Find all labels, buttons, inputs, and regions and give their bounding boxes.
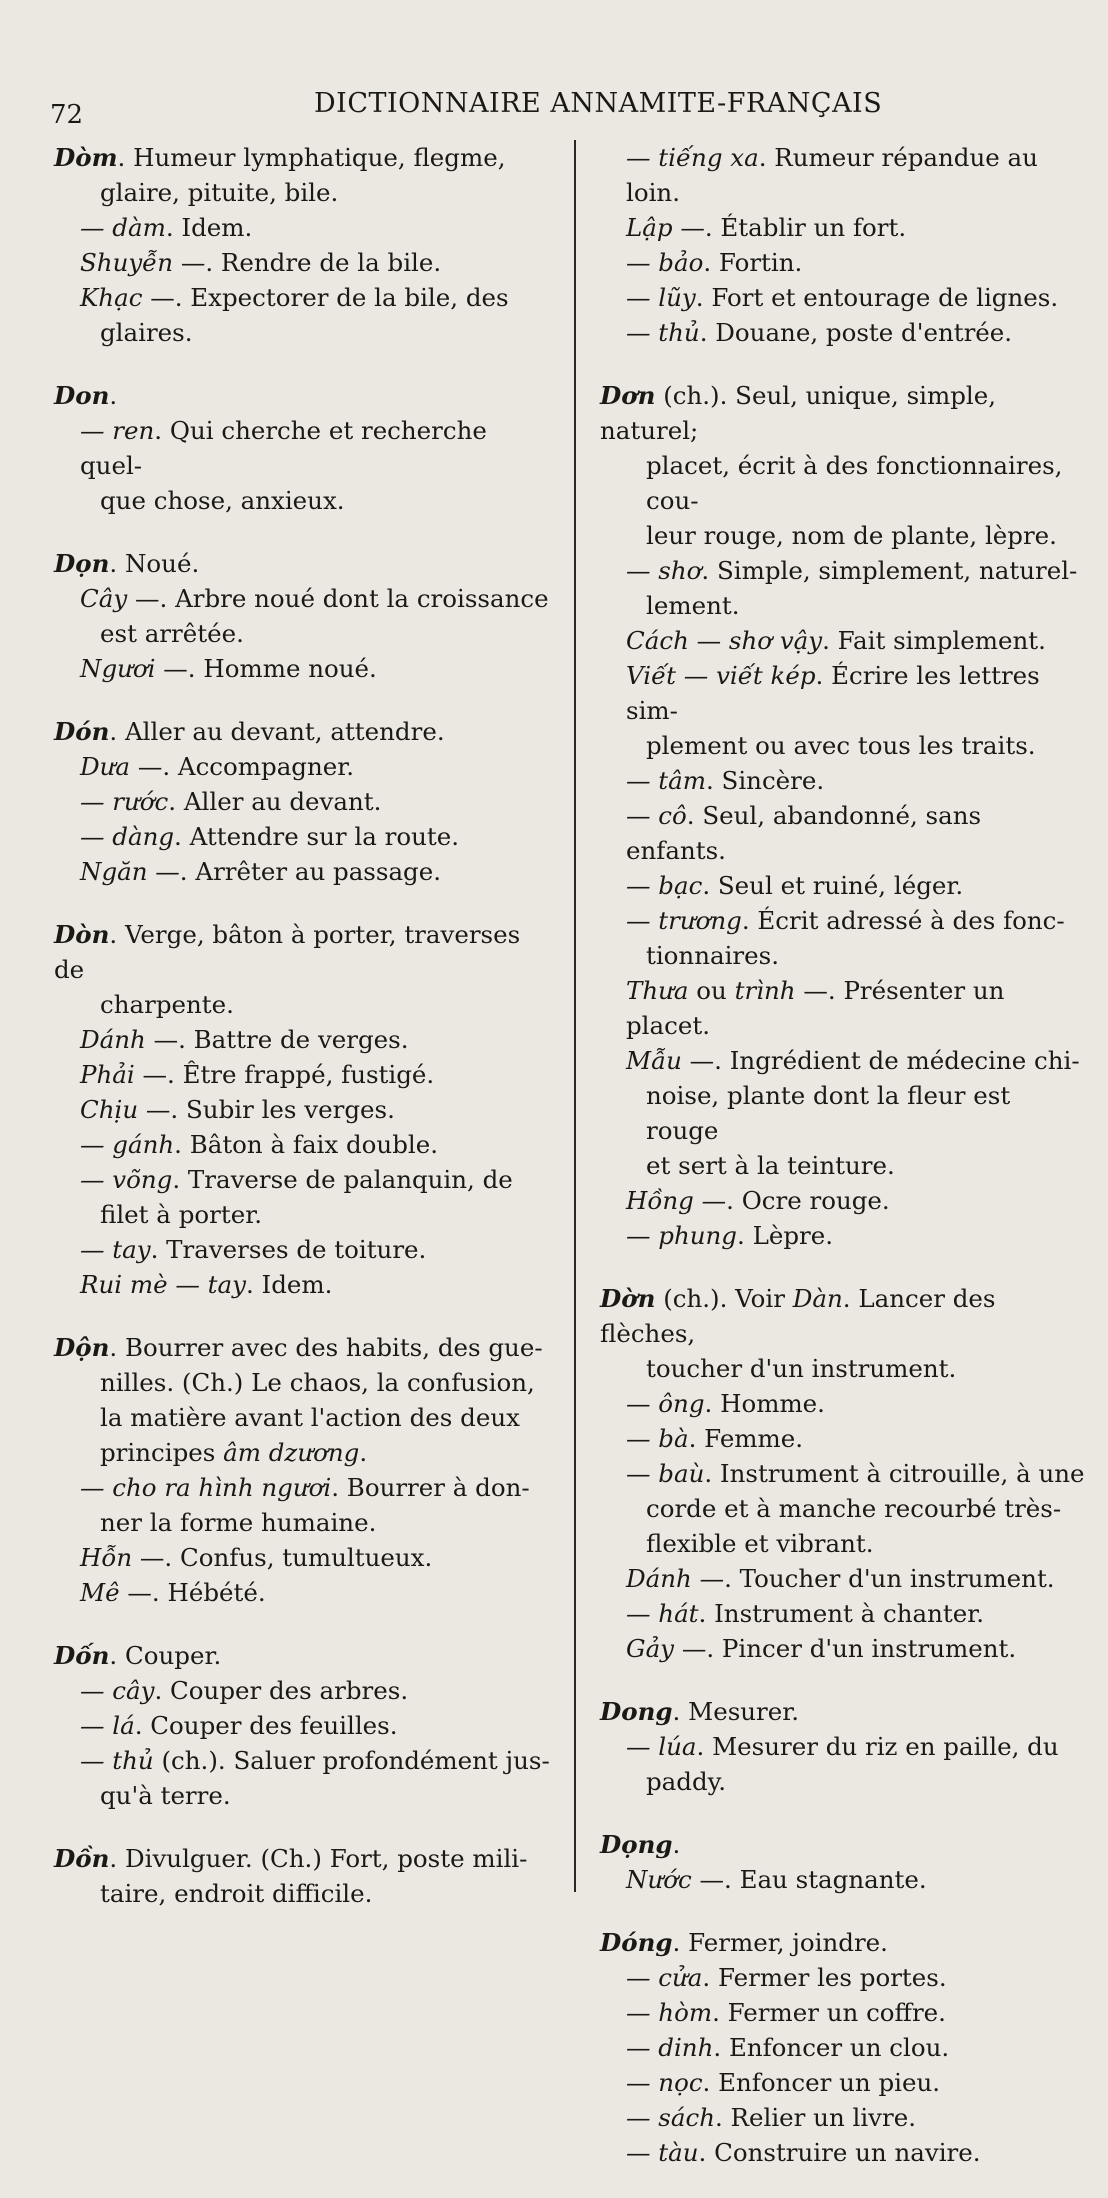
french-gloss: . Noué. (109, 549, 200, 578)
french-gloss: . Couper des arbres. (154, 1676, 409, 1705)
french-gloss: . Aller au devant, attendre. (109, 717, 445, 746)
entry-line (600, 2065, 1085, 2100)
entry-line (54, 1708, 552, 1743)
entry-line (600, 448, 1085, 518)
vietnamese-term: Nước (626, 1865, 692, 1894)
entry-line (600, 588, 1085, 623)
entry-line (54, 280, 552, 315)
entry-line (54, 616, 552, 651)
entry-line (600, 2100, 1085, 2135)
french-gloss: . Fait simplement. (822, 626, 1046, 655)
french-gloss: qu'à terre. (100, 1781, 231, 1810)
vietnamese-term: Lập (626, 213, 673, 242)
vietnamese-term: Rui mè — tay (80, 1270, 246, 1299)
entry-line (600, 763, 1085, 798)
french-gloss: . (109, 381, 118, 410)
french-gloss: . (672, 1830, 681, 1859)
french-gloss: . Verge, bâton à porter, traverses de (54, 920, 521, 984)
entry-line (600, 210, 1085, 245)
entry-line (54, 854, 552, 889)
french-gloss: filet à porter. (100, 1200, 263, 1229)
french-gloss: —. Être frappé, fustigé. (134, 1060, 435, 1089)
french-gloss: la matière avant l'action des deux (100, 1403, 520, 1432)
entry-line (54, 749, 552, 784)
french-gloss: . Divulguer. (Ch.) Fort, poste mili- (109, 1844, 528, 1873)
dictionary-entry (600, 1827, 1085, 1897)
dictionary-entry (54, 714, 552, 889)
entry-line (600, 1729, 1085, 1764)
vietnamese-term: Khạc (80, 283, 143, 312)
vietnamese-term: Dóng (600, 1928, 673, 1957)
entry-line (600, 280, 1085, 315)
entry-line (600, 1631, 1085, 1666)
entry-line (600, 2030, 1085, 2065)
entry-line (600, 518, 1085, 553)
french-gloss: —. Arrêter au passage. (147, 857, 442, 886)
vietnamese-term: — ông (626, 1389, 705, 1418)
entry-line (600, 1183, 1085, 1218)
entry-headword-line (600, 1827, 1085, 1862)
vietnamese-term: — dàm (80, 213, 166, 242)
vietnamese-term: — hòm (626, 1998, 713, 2027)
entry-line (600, 1764, 1085, 1799)
french-gloss: et sert à la teinture. (646, 1151, 895, 1180)
vietnamese-term: Dàn (792, 1284, 843, 1313)
entry-line (600, 868, 1085, 903)
french-gloss: charpente. (100, 990, 234, 1019)
vietnamese-term: — baù (626, 1459, 705, 1488)
entry-line (600, 938, 1085, 973)
vietnamese-term: — dàng (80, 822, 175, 851)
vietnamese-term: Hỗn (80, 1543, 133, 1572)
vietnamese-term: Cách — shơ vậy (626, 626, 823, 655)
entry-line (600, 315, 1085, 350)
entry-line (54, 1162, 552, 1197)
entry-line (600, 1862, 1085, 1897)
entry-line (54, 1673, 552, 1708)
entry-line (600, 1421, 1085, 1456)
french-gloss: (ch.). Voir (655, 1284, 793, 1313)
entry-line (54, 581, 552, 616)
entry-headword-line (54, 1638, 552, 1673)
french-gloss: . Idem. (165, 213, 253, 242)
dictionary-entry (54, 1638, 552, 1813)
french-gloss: . Enfoncer un clou. (713, 2033, 950, 2062)
vietnamese-term: Chịu (80, 1095, 139, 1124)
entry-line (600, 973, 1085, 1043)
vietnamese-term: — cô (626, 801, 687, 830)
vietnamese-term: Dánh (626, 1564, 692, 1593)
entry-headword-line (54, 378, 552, 413)
entry-line (54, 210, 552, 245)
french-gloss: noise, plante dont la fleur est rouge (646, 1081, 1011, 1145)
french-gloss: . Mesurer. (672, 1697, 800, 1726)
vietnamese-term: — tâm (626, 766, 706, 795)
entry-line (600, 1386, 1085, 1421)
french-gloss: —. Eau stagnante. (691, 1865, 927, 1894)
entry-line (600, 1078, 1085, 1148)
entry-headword-line (600, 1925, 1085, 1960)
vietnamese-term: — cửa (626, 1963, 703, 1992)
vietnamese-term: Ngăn (80, 857, 148, 886)
dictionary-entry (600, 1925, 1085, 2170)
vietnamese-term: Dòm (54, 143, 118, 172)
vietnamese-term: Dưa (80, 752, 131, 781)
french-gloss: . Instrument à chanter. (698, 1599, 985, 1628)
entry-headword-line (600, 1694, 1085, 1729)
french-gloss: . Bourrer avec des habits, des gue- (109, 1333, 543, 1362)
entry-line (600, 245, 1085, 280)
entry-headword-line (54, 917, 552, 987)
dictionary-entry (54, 378, 552, 518)
entry-line (54, 1575, 552, 1610)
vietnamese-term: Dờn (600, 1284, 656, 1313)
french-gloss: nilles. (Ch.) Le chaos, la confusion, (100, 1368, 535, 1397)
french-gloss: glaires. (100, 318, 193, 347)
french-gloss: taire, endroit difficile. (100, 1879, 373, 1908)
french-gloss: . Fermer, joindre. (672, 1928, 888, 1957)
dictionary-entry (600, 378, 1085, 1253)
entry-line (54, 1092, 552, 1127)
french-gloss: plement ou avec tous les traits. (646, 731, 1036, 760)
entry-headword-line (54, 714, 552, 749)
french-gloss: lement. (646, 591, 740, 620)
vietnamese-term: — phung (626, 1221, 737, 1250)
vietnamese-term: — lũy (626, 283, 696, 312)
french-gloss: . Femme. (688, 1424, 804, 1453)
french-gloss: . Traverses de toiture. (150, 1235, 427, 1264)
right-column (600, 140, 1085, 2198)
french-gloss: . Homme. (704, 1389, 825, 1418)
french-gloss: . Seul, abandonné, sans enfants. (626, 801, 982, 865)
vietnamese-term: Dong (600, 1697, 673, 1726)
vietnamese-term: Viết — viết kép (626, 661, 816, 690)
french-gloss: . Simple, simplement, naturel- (701, 556, 1078, 585)
vietnamese-term: Don (54, 381, 110, 410)
entry-line (54, 1197, 552, 1232)
french-gloss: (ch.). Seul, unique, simple, naturel; (600, 381, 997, 445)
entry-line (54, 1505, 552, 1540)
entry-line (54, 1540, 552, 1575)
french-gloss: glaire, pituite, bile. (100, 178, 339, 207)
entry-line (600, 1148, 1085, 1183)
french-gloss: paddy. (646, 1767, 727, 1796)
entry-line (54, 1232, 552, 1267)
dictionary-entry (600, 140, 1085, 350)
entry-line (54, 315, 552, 350)
french-gloss: . Douane, poste d'entrée. (699, 318, 1013, 347)
vietnamese-term: Dón (54, 717, 110, 746)
french-gloss: . Aller au devant. (168, 787, 382, 816)
entry-line (54, 784, 552, 819)
vietnamese-term: Dánh (80, 1025, 146, 1054)
vietnamese-term: Gảy (626, 1634, 675, 1663)
dictionary-entry (54, 1330, 552, 1610)
entry-headword-line (54, 1330, 552, 1365)
french-gloss: . Qui cherche et recherche quel- (80, 416, 487, 480)
french-gloss: toucher d'un instrument. (646, 1354, 957, 1383)
french-gloss: —. Pincer d'un instrument. (674, 1634, 1017, 1663)
entry-line (600, 1218, 1085, 1253)
french-gloss: —. Ingrédient de médecine chi- (681, 1046, 1080, 1075)
french-gloss: . Bourrer à don- (331, 1473, 530, 1502)
french-gloss: principes (100, 1438, 224, 1467)
french-gloss: —. Subir les verges. (138, 1095, 395, 1124)
french-gloss: est arrêtée. (100, 619, 244, 648)
entry-line (54, 1400, 552, 1435)
vietnamese-term: Mẫu (626, 1046, 682, 1075)
french-gloss: —. Expectorer de la bile, des (142, 283, 509, 312)
vietnamese-term: — tàu (626, 2138, 699, 2167)
vietnamese-term: Dọn (54, 549, 110, 578)
vietnamese-term: âm dzương (223, 1438, 360, 1467)
french-gloss: —. Hébété. (119, 1578, 266, 1607)
vietnamese-term: Thưa (626, 976, 689, 1005)
vietnamese-term: Hồng (626, 1186, 694, 1215)
vietnamese-term: — lúa (626, 1732, 697, 1761)
vietnamese-term: Cây (80, 584, 128, 613)
entry-line (54, 819, 552, 854)
vietnamese-term: — dinh (626, 2033, 714, 2062)
french-gloss: ou (688, 976, 735, 1005)
french-gloss: . Écrit adressé à des fonc- (741, 906, 1065, 935)
entry-headword-line (54, 140, 552, 175)
french-gloss: corde et à manche recourbé très- (646, 1494, 1062, 1523)
vietnamese-term: Shuyễn (80, 248, 174, 277)
vietnamese-term: — cho ra hình ngươi (80, 1473, 332, 1502)
entry-line (54, 1743, 552, 1778)
entry-line (54, 1127, 552, 1162)
vietnamese-term: — bạc (626, 871, 703, 900)
vietnamese-term: Phải (80, 1060, 135, 1089)
entry-line (54, 651, 552, 686)
vietnamese-term: Mê (80, 1578, 120, 1607)
french-gloss: placet, écrit à des fonctionnaires, cou- (646, 451, 1063, 515)
entry-line (54, 1876, 552, 1911)
vietnamese-term: — gánh (80, 1130, 175, 1159)
entry-line (600, 1526, 1085, 1561)
french-gloss: . (359, 1438, 368, 1467)
entry-line (600, 1456, 1085, 1491)
entry-line (600, 1596, 1085, 1631)
entry-line (54, 987, 552, 1022)
vietnamese-term: — tay (80, 1235, 151, 1264)
vietnamese-term: — thủ (626, 318, 700, 347)
entry-line (600, 728, 1085, 763)
french-gloss: . Bâton à faix double. (174, 1130, 439, 1159)
entry-line (54, 1267, 552, 1302)
french-gloss: . Humeur lymphatique, flegme, (117, 143, 506, 172)
vietnamese-term: — shơ (626, 556, 702, 585)
french-gloss: ner la forme humaine. (100, 1508, 377, 1537)
entry-headword-line (54, 546, 552, 581)
vietnamese-term: trình (734, 976, 796, 1005)
entry-line (600, 1561, 1085, 1596)
vietnamese-term: Ngươi (80, 654, 156, 683)
dictionary-entry (600, 1694, 1085, 1799)
entry-line (600, 798, 1085, 868)
left-column (54, 140, 552, 1939)
french-gloss: —. Présenter un placet. (626, 976, 1005, 1040)
french-gloss: . Seul et ruiné, léger. (702, 871, 964, 900)
entry-line (600, 1960, 1085, 1995)
french-gloss: —. Homme noué. (155, 654, 377, 683)
french-gloss: . Idem. (245, 1270, 333, 1299)
french-gloss: . Fermer les portes. (702, 1963, 947, 1992)
french-gloss: . Couper. (109, 1641, 222, 1670)
entry-line (600, 1995, 1085, 2030)
french-gloss: . Instrument à citrouille, à une (704, 1459, 1085, 1488)
french-gloss: —. Accompagner. (130, 752, 355, 781)
french-gloss: . Lancer des flèches, (600, 1284, 996, 1348)
entry-line (54, 1057, 552, 1092)
dictionary-entry (54, 917, 552, 1302)
french-gloss: tionnaires. (646, 941, 780, 970)
french-gloss: leur rouge, nom de plante, lèpre. (646, 521, 1057, 550)
vietnamese-term: — hát (626, 1599, 699, 1628)
vietnamese-term: Dồn (54, 1844, 110, 1873)
vietnamese-term: — trương (626, 906, 742, 935)
entry-headword-line (54, 1841, 552, 1876)
entry-line (54, 175, 552, 210)
entry-line (54, 1022, 552, 1057)
french-gloss: —. Battre de verges. (145, 1025, 409, 1054)
entry-line (54, 1365, 552, 1400)
entry-line (600, 553, 1085, 588)
french-gloss: —. Rendre de la bile. (173, 248, 442, 277)
running-head-title: DICTIONNAIRE ANNAMITE-FRANÇAIS (314, 88, 883, 119)
vietnamese-term: — rước (80, 787, 169, 816)
vietnamese-term: — lá (80, 1711, 135, 1740)
vietnamese-term: Dốn (54, 1641, 110, 1670)
entry-line (600, 903, 1085, 938)
french-gloss: —. Confus, tumultueux. (132, 1543, 433, 1572)
french-gloss: . Fortin. (703, 248, 803, 277)
vietnamese-term: — thủ (80, 1746, 154, 1775)
vietnamese-term: — bảo (626, 248, 704, 277)
dictionary-entry (600, 1281, 1085, 1666)
french-gloss: . Attendre sur la route. (174, 822, 459, 851)
entry-line (600, 658, 1085, 728)
vietnamese-term: — ren (80, 416, 155, 445)
vietnamese-term: Dòn (54, 920, 110, 949)
french-gloss: . Mesurer du riz en paille, du (696, 1732, 1059, 1761)
entry-line (600, 1491, 1085, 1526)
vietnamese-term: — bà (626, 1424, 689, 1453)
page-number: 72 (50, 100, 84, 130)
entry-line (600, 1043, 1085, 1078)
entry-line (54, 413, 552, 483)
french-gloss: . Rumeur répandue au loin. (626, 143, 1038, 207)
vietnamese-term: Dơn (600, 381, 656, 410)
vietnamese-term: — nọc (626, 2068, 703, 2097)
dictionary-entry (54, 546, 552, 686)
french-gloss: . Couper des feuilles. (134, 1711, 398, 1740)
french-gloss: . Sincère. (705, 766, 825, 795)
french-gloss: . Fort et entourage de lignes. (695, 283, 1059, 312)
french-gloss: (ch.). Saluer profondément jus- (153, 1746, 550, 1775)
french-gloss: . Traverse de palanquin, de (172, 1165, 513, 1194)
entry-headword-line (600, 1281, 1085, 1351)
vietnamese-term: — cây (80, 1676, 155, 1705)
entry-line (600, 1351, 1085, 1386)
entry-line (54, 1778, 552, 1813)
french-gloss: —. Établir un fort. (672, 213, 907, 242)
french-gloss: flexible et vibrant. (646, 1529, 874, 1558)
entry-line (54, 1470, 552, 1505)
french-gloss: que chose, anxieux. (100, 486, 345, 515)
entry-line (600, 140, 1085, 210)
vietnamese-term: Dọng (600, 1830, 673, 1859)
french-gloss: . Fermer un coffre. (712, 1998, 946, 2027)
dictionary-entry (54, 140, 552, 350)
french-gloss: . Relier un livre. (714, 2103, 917, 2132)
french-gloss: . Lèpre. (737, 1221, 834, 1250)
vietnamese-term: — võng (80, 1165, 173, 1194)
vietnamese-term: — sách (626, 2103, 715, 2132)
vietnamese-term: — tiếng xa (626, 143, 759, 172)
french-gloss: —. Ocre rouge. (693, 1186, 890, 1215)
entry-line (600, 2135, 1085, 2170)
entry-line (54, 483, 552, 518)
dictionary-entry (54, 1841, 552, 1911)
french-gloss: —. Arbre noué dont la croissance (127, 584, 549, 613)
french-gloss: —. Toucher d'un instrument. (691, 1564, 1055, 1593)
entry-headword-line (600, 378, 1085, 448)
column-divider (574, 140, 576, 1892)
entry-line (54, 1435, 552, 1470)
vietnamese-term: Dộn (54, 1333, 110, 1362)
entry-line (600, 623, 1085, 658)
french-gloss: . Écrire les lettres sim- (626, 661, 1040, 725)
french-gloss: . Construire un navire. (698, 2138, 981, 2167)
french-gloss: . Enfoncer un pieu. (702, 2068, 941, 2097)
entry-line (54, 245, 552, 280)
